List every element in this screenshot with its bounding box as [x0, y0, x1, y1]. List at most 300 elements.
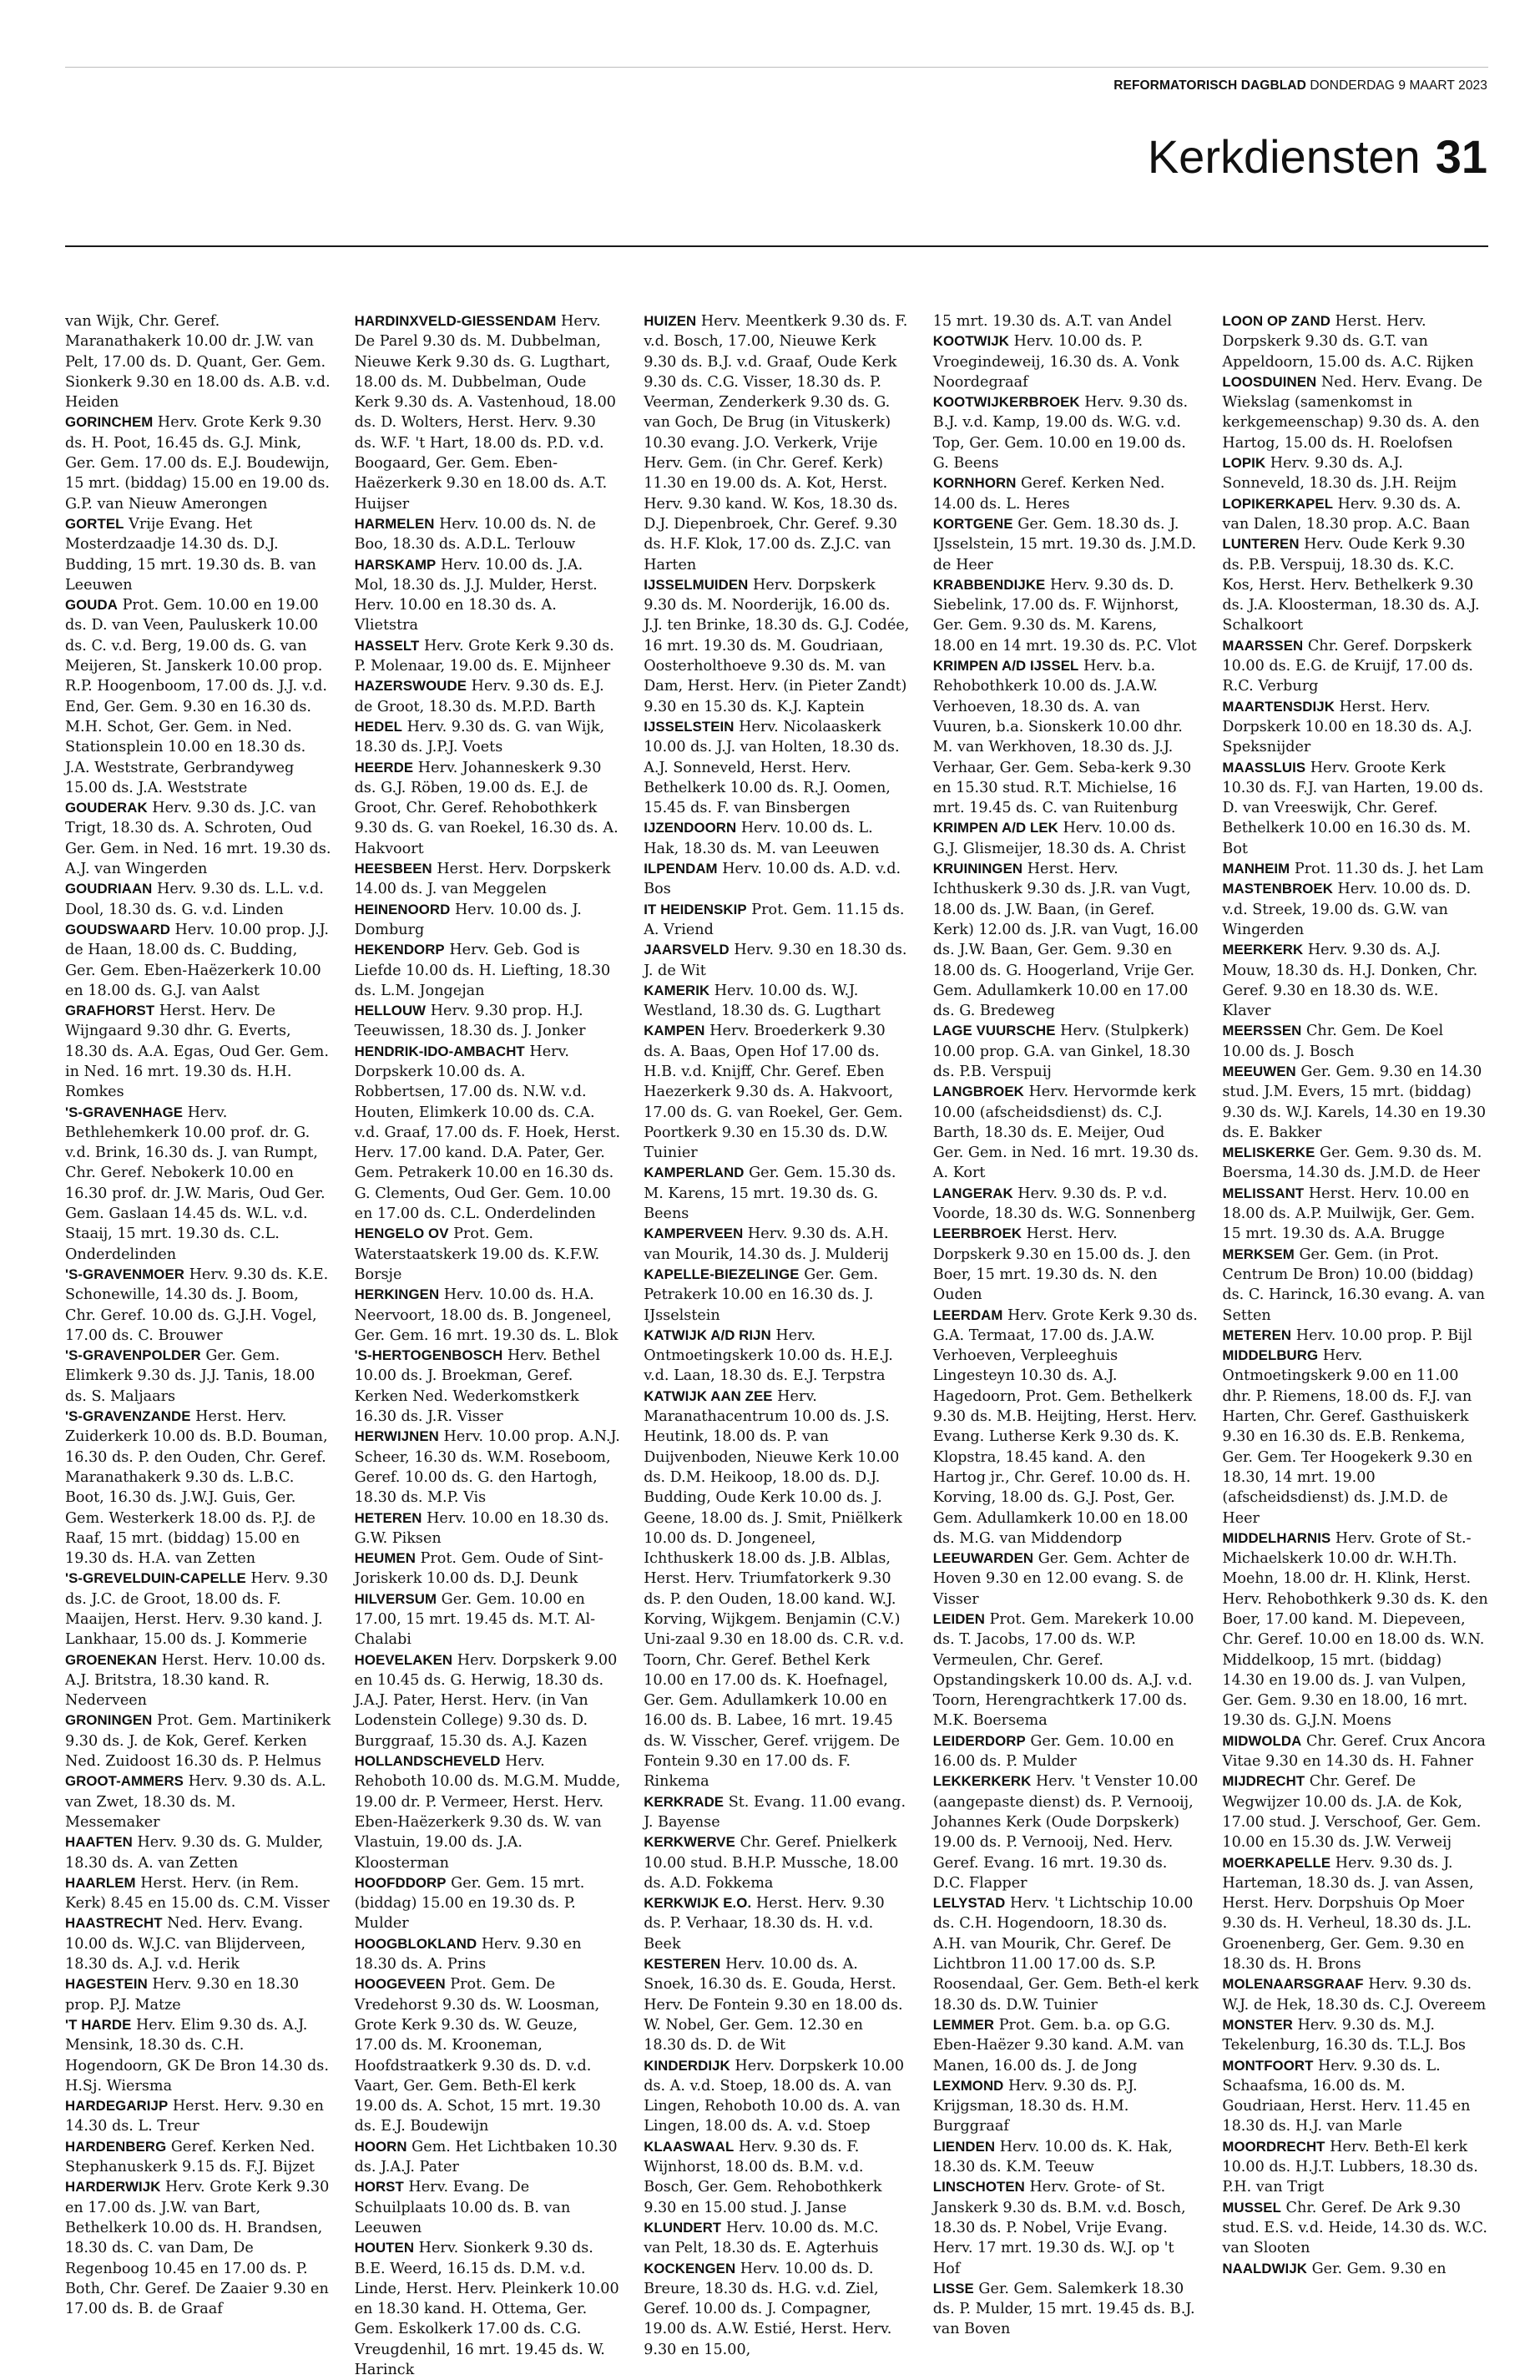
service-details: Herv. 9.30 en 18.30 ds. J. de Wit: [644, 942, 907, 979]
place-name: GRAFHORST: [65, 1003, 155, 1019]
service-entry: [933, 1184, 1199, 1225]
service-details: Ger. Gem. Achter de Hoven 9.30 en 12.00 evang. S. de Visser: [932, 1550, 1190, 1608]
service-details: Herv. b.a. Rehobothkerk 10.00 ds. J.A.W. Verhoeven, 18.30 ds. A. van Vuuren, b.a. Sionskerk 10.00 dhr. M. van Werkhoven, 18.30 ds. J.J. Verhaar, Ger. Gem. Seba-kerk 9.30 en 15.30 stud. R.T. Michielse, 16 mrt. 19.45 ds. C. van Ruitenburg: [932, 658, 1192, 817]
service-details: Herv. Grote Kerk 9.30 en 17.00 ds. J.W. van Bart, Bethelkerk 10.00 ds. H. Brandsen, 18.30 ds. C. van Dam, De Regenboog 10.45 en 17.00 ds. P. Both, Chr. Geref. De Zaaier 9.30 en 17.00 ds. B. de Graaf: [65, 2179, 330, 2318]
service-details: Chr. Geref. Pnielkerk 10.00 stud. B.H.P. Mussche, 18.00 ds. A.D. Fokkema: [644, 1834, 899, 1892]
place-name: GORINCHEM: [65, 414, 154, 431]
service-details: Herv. Geb. God is Liefde 10.00 ds. H. Liefting, 18.30 ds. L.M. Jongejan: [354, 942, 611, 999]
place-name: KAMPEN: [644, 1023, 705, 1039]
service-details: Ned. Herv. Evang. De Wiekslag (samenkomst in kerkgemeenschap) 9.30 ds. A. den Hartog, 15.00 ds. H. Roelofsen: [1222, 373, 1482, 452]
place-name: HERWIJNEN: [354, 1428, 439, 1445]
service-entry: [355, 1650, 621, 1751]
service-entry: [644, 940, 910, 981]
service-details: Herv. 9.30 prop. H.J. Teeuwissen, 18.30 ds. J. Jonker: [354, 1003, 586, 1040]
service-entry: [1222, 2015, 1488, 2056]
service-details: Herv. Grote Kerk 9.30 ds. H. Poot, 16.45 ds. G.J. Mink, Ger. Gem. 17.00 ds. E.J. Boudewijn, 15 mrt. (biddag) 15.00 en 19.00 ds. G.P. van Nieuw Amerongen: [65, 414, 330, 513]
service-details: Herv. (Stulpkerk) 10.00 prop. G.A. van Ginkel, 18.30 ds. P.B. Verspuij: [932, 1023, 1190, 1080]
column-3: [644, 311, 910, 2380]
service-entry: [933, 1021, 1199, 1082]
service-entry: [933, 818, 1199, 859]
service-entry: [65, 412, 331, 513]
place-name: KRUININGEN: [932, 861, 1023, 877]
service-details: Herv. 10.00 ds. G.J. Glismeijer, 18.30 ds. A. Christ: [932, 820, 1186, 857]
service-details: Herv. Sionkerk 9.30 ds. B.E. Weerd, 16.15 ds. D.M. v.d. Linde, Herst. Herv. Pleinkerk 10.00 en 18.30 kand. H. Ottema, Ger. Gem. Eskolkerk 17.00 ds. C.G. Vreugdenhil, 16 mrt. 19.45 ds. W. Harinck: [354, 2240, 619, 2378]
service-entry: [65, 2177, 331, 2319]
place-name: KLAASWAAL: [644, 2138, 735, 2155]
service-entry: [933, 1731, 1199, 1772]
service-entry: [65, 1407, 331, 1569]
service-entry: [644, 2137, 910, 2218]
service-details: Herv. 10.00 ds. K. Hak, 18.30 ds. K.M. Teeuw: [932, 2138, 1173, 2176]
place-name: KOOTWIJKERBROEK: [932, 394, 1080, 411]
place-name: HEKENDORP: [354, 942, 445, 958]
place-name: 'S-GRAVENPOLDER: [65, 1347, 201, 1364]
place-name: MIDWOLDA: [1222, 1732, 1302, 1749]
service-details: Chr. Geref. De Ark 9.30 stud. E.S. v.d. Heide, 14.30 ds. W.C. van Slooten: [1222, 2199, 1487, 2257]
place-name: KINDERDIJK: [644, 2057, 730, 2074]
place-name: MELISSANT: [1222, 1185, 1305, 1201]
place-name: HOOGEVEEN: [354, 1976, 446, 1993]
place-name: LEMMER: [932, 2016, 995, 2033]
service-entry: [1222, 494, 1488, 535]
service-details: Herv. 9.30 ds. A.H. van Mourik, 14.30 ds. J. Mulderij: [644, 1225, 889, 1263]
service-entry: [355, 1873, 621, 1934]
service-details: Herv. Bethel 10.00 ds. J. Broekman, Geref. Kerken Ned. Wederkomstkerk 16.30 ds. J.R. Visser: [354, 1347, 600, 1426]
place-name: LANGERAK: [932, 1185, 1013, 1201]
place-name: MONSTER: [1222, 2016, 1293, 2033]
service-details: Herv. Oude Kerk 9.30 ds. P.B. Verspuij, 18.30 ds. K.C. Kos, Herst. Herv. Bethelkerk 9.30 ds. J.A. Kloosterman, 18.30 ds. A.J. Schalkoort: [1222, 536, 1480, 634]
service-details: Ger. Gem. 10.00 en 16.00 ds. P. Mulder: [932, 1732, 1174, 1771]
service-details: Herst. Herv. Dorpskerk 9.30 ds. G.T. van Appeldoorn, 15.00 ds. A.C. Rijken: [1222, 313, 1474, 371]
service-entry: [355, 2137, 621, 2178]
place-name: IJSSELSTEIN: [644, 718, 735, 735]
service-entry: [355, 717, 621, 758]
service-details: Chr. Geref. Dorpskerk 10.00 ds. E.G. de Kruijf, 17.00 ds. R.C. Verburg: [1222, 637, 1474, 695]
place-name: HARMELEN: [354, 515, 435, 532]
service-details: Herv. 9.30 en 18.30 prop. P.J. Matze: [65, 1976, 300, 2014]
place-name: HELLOUW: [354, 1003, 427, 1019]
service-details: Prot. Gem. Waterstaatskerk 19.00 ds. K.F.W. Borsje: [354, 1225, 600, 1283]
place-name: HENGELO OV: [354, 1225, 449, 1242]
place-name: MOORDRECHT: [1222, 2138, 1325, 2155]
service-entry: [65, 2096, 331, 2137]
service-entry: [1222, 1853, 1488, 1975]
service-details: Herv. 9.30 ds. K.E. Schonewille, 14.30 ds. J. Boom, Chr. Geref. 10.00 ds. G.J.H. Vogel, 17.00 ds. C. Brouwer: [65, 1266, 329, 1344]
service-details: Herst. Herv. Zuiderkerk 10.00 ds. B.D. Bouman, 16.30 ds. P. den Ouden, Chr. Geref. Maranathakerk 9.30 ds. L.B.C. Boot, 16.30 ds. J.W.J. Guis, Ger. Gem. Westerkerk 18.00 ds. P.J. de Raaf, 15 mrt. (biddag) 15.00 en 19.30 ds. H.A. van Zetten: [65, 1408, 328, 1568]
service-details: Herst. Herv. 9.30 ds. P. Verhaar, 18.30 ds. H. v.d. Beek: [644, 1895, 885, 1953]
place-name: IT HEIDENSKIP: [644, 901, 747, 917]
service-entry: [644, 1893, 910, 1954]
service-entry: [933, 311, 1199, 331]
service-details: Chr. Gem. De Koel 10.00 ds. J. Bosch: [1222, 1023, 1444, 1060]
service-entry: [355, 1001, 621, 1042]
service-entry: [65, 1346, 331, 1407]
service-details: Herv. 10.00 ds. A. Snoek, 16.30 ds. E. Gouda, Herst. Herv. De Fontein 9.30 en 18.00 ds. W. Nobel, Ger. Gem. 12.30 en 18.30 ds. D. de Wit: [644, 1956, 903, 2054]
service-entry: [355, 636, 621, 677]
place-name: GORTEL: [65, 515, 124, 532]
service-entry: [644, 1224, 910, 1265]
place-name: HOEVELAKEN: [354, 1651, 453, 1668]
service-entry: [355, 1549, 621, 1589]
place-name: HAZERSWOUDE: [354, 678, 467, 695]
service-entry: [1222, 879, 1488, 940]
place-name: HARDEGARIJP: [65, 2098, 169, 2115]
publication-date: DONDERDAG 9 MAART 2023: [1310, 78, 1487, 93]
service-details: Herv. Dorpskerk 9.00 en 10.45 ds. G. Herwig, 18.30 ds. J.A.J. Pater, Herst. Herv. (in Van Lodenstein College) 9.30 ds. D. Burggraaf, 15.30 ds. A.J. Kazen: [354, 1651, 618, 1750]
title-rule: [65, 245, 1488, 247]
place-name: HARSKAMP: [354, 556, 437, 573]
service-entry: [644, 1832, 910, 1893]
service-details: Herv. Hervormde kerk 10.00 (afscheidsdienst) ds. C.J. Barth, 18.30 ds. E. Meijer, Oud Ger. Gem. in Ned. 16 mrt. 19.30 ds. A. Kort: [932, 1084, 1199, 1182]
service-entry: [65, 595, 331, 798]
place-name: METEREN: [1222, 1326, 1292, 1343]
place-name: MOERKAPELLE: [1222, 1854, 1331, 1871]
service-details: Prot. Gem. 10.00 en 19.00 ds. D. van Veen, Pauluskerk 10.00 ds. C. v.d. Berg, 19.00 ds. G. van Meijeren, St. Janskerk 10.00 prop. R.P. Hoogenboom, 17.00 ds. J.J. v.d. End, Ger. Gem. 9.30 en 16.30 ds. M.H. Schot, Ger. Gem. in Ned. Stationsplein 10.00 en 18.30 ds. J.A. Weststrate, Gerbrandyweg 15.00 ds. J.A. Weststrate: [65, 597, 328, 796]
place-name: HOOFDDORP: [354, 1874, 447, 1891]
service-details: Prot. Gem. b.a. op G.G. Eben-Haëzer 9.30 kand. A.M. van Manen, 16.00 ds. J. de Jong: [932, 2016, 1184, 2074]
service-details: St. Evang. 11.00 evang. J. Bayense: [644, 1793, 906, 1831]
place-name: 'S-GRAVENZANDE: [65, 1408, 191, 1425]
service-entry: [933, 2279, 1199, 2340]
service-entry: [1222, 636, 1488, 697]
place-name: LOOSDUINEN: [1222, 373, 1317, 390]
place-name: HEINENOORD: [354, 901, 451, 917]
place-name: HORST: [354, 2179, 404, 2196]
place-name: LEEUWARDEN: [932, 1550, 1034, 1567]
service-entry: [933, 2076, 1199, 2137]
service-details: Ger. Gem. 10.00 en 17.00, 15 mrt. 19.45 ds. M.T. Al-Chalabi: [354, 1590, 596, 1649]
place-name: HEERDE: [354, 759, 414, 776]
service-details: Prot. Gem. 11.15 ds. A. Vriend: [644, 901, 905, 938]
place-name: LIENDEN: [932, 2138, 996, 2155]
service-details: Herv. 9.30 ds. A.L. van Zwet, 18.30 ds. M. Messemaker: [65, 1773, 326, 1831]
place-name: HOORN: [354, 2138, 407, 2155]
service-entry: [1222, 534, 1488, 635]
place-name: GOUDA: [65, 597, 118, 614]
page-number: 31: [1435, 130, 1487, 183]
service-details: Herv. 9.30 ds. L.L. v.d. Dool, 18.30 ds. G. v.d. Linden: [65, 881, 324, 918]
service-entry: [1222, 1062, 1488, 1143]
service-entry: [1222, 2056, 1488, 2137]
service-details: Herv. Elim 9.30 ds. A.J. Mensink, 18.30 ds. C.H. Hogendoorn, GK De Bron 14.30 ds. H.Sj. Wiersma: [65, 2016, 329, 2095]
place-name: HAARLEM: [65, 1874, 136, 1891]
service-entry: [644, 2056, 910, 2137]
service-entry: [65, 1265, 331, 1346]
service-entry: [933, 656, 1199, 818]
service-details: Herv. Dorpskerk 9.30 ds. M. Noorderijk, 16.00 ds. J.J. ten Brinke, 18.30 ds. G.J. Codée, 16 mrt. 19.30 ds. M. Goudriaan, Oosterholthoeve 9.30 ds. M. van Dam, Herst. Herv. (in Pieter Zandt) 9.30 en 15.30 ds. K.J. Kaptein: [644, 576, 910, 715]
place-name: IJZENDOORN: [644, 820, 737, 836]
service-details: Herv. 9.30 ds. G. van Wijk, 18.30 ds. J.P.J. Voets: [354, 718, 605, 756]
place-name: HUIZEN: [644, 313, 697, 329]
place-name: MEERKERK: [1222, 942, 1304, 958]
service-details: Herv. 9.30 ds. F. Wijnhorst, 18.00 ds. B.M. v.d. Bosch, Ger. Gem. Rehobothkerk 9.30 en 15.00 stud. J. Janse: [644, 2138, 882, 2216]
service-details: Herv. Ontmoetingskerk 10.00 ds. H.E.J. v.d. Laan, 18.30 ds. E.J. Terpstra: [644, 1326, 893, 1385]
service-details: Ger. Gem. 15.30 ds. M. Karens, 15 mrt. 19.30 ds. G. Beens: [644, 1165, 896, 1223]
service-details: Herv. 9.30 ds. A.J. Sonneveld, 18.30 ds. J.H. Reijm: [1222, 455, 1457, 493]
service-details: Prot. Gem. De Vredehorst 9.30 ds. W. Loosman, Grote Kerk 9.30 ds. W. Geuze, 17.00 ds. M. Krooneman, Hoofdstraatkerk 9.30 ds. D. v.d. Vaart, Ger. Gem. Beth-El kerk 19.00 ds. A. Schot, 15 mrt. 19.30 ds. E.J. Boudewijn: [354, 1976, 601, 2135]
service-details: Herst. Herv. Dorpskerk 9.30 en 15.00 ds. J. den Boer, 15 mrt. 19.30 ds. N. den Ouden: [932, 1225, 1191, 1304]
service-details: Geref. Kerken Ned. Stephanuskerk 9.15 ds. F.J. Bijzet: [65, 2138, 316, 2176]
service-entry: [65, 920, 331, 1001]
service-details: Herst. Herv. De Wijngaard 9.30 dhr. G. Everts, 18.30 ds. A.A. Egas, Oud Ger. Gem. in Ned. 16 mrt. 19.30 ds. H.H. Romkes: [65, 1003, 329, 1101]
service-entry: [1222, 1021, 1488, 1062]
service-details: Herv. Grote of St.-Michaelskerk 10.00 dr. W.H.Th. Moehn, 18.00 dr. H. Klink, Herst. Herv. Rehobothkerk 9.30 ds. K. den Boer, 17.00 kand. M. Diepeveen, Chr. Geref. 10.00 en 18.00 ds. W.N. Middelkoop, 15 mrt. (biddag) 14.30 en 19.00 ds. J. van Vulpen, Ger. Gem. 9.30 en 18.00, 16 mrt. 19.30 ds. G.J.N. Moens: [1222, 1529, 1488, 1730]
service-entry: [933, 2015, 1199, 2076]
service-entry: [644, 717, 910, 818]
service-entry: [65, 1873, 331, 1914]
service-entry: [65, 798, 331, 879]
service-entry: [65, 1974, 331, 2015]
service-details: Herv. Grote Kerk 9.30 ds. P. Molenaar, 19.00 ds. E. Mijnheer: [354, 637, 614, 675]
place-name: MASTENBROEK: [1222, 881, 1333, 897]
service-entry: [65, 1832, 331, 1873]
service-details: Herv. 't Venster 10.00 (aangepaste dienst) ds. P. Vernooij, Johannes Kerk (Oude Dorpskerk) 19.00 ds. P. Vernooij, Ned. Herv. Geref. Evang. 16 mrt. 19.30 ds. D.C. Flapper: [932, 1773, 1199, 1892]
place-name: MAARTENSDIJK: [1222, 698, 1335, 715]
service-details: Herv. 10.00 ds. W.J. Westland, 18.30 ds. G. Lugthart: [644, 982, 881, 1020]
place-name: GOUDERAK: [65, 800, 148, 816]
service-entry: [933, 1609, 1199, 1731]
place-name: HILVERSUM: [354, 1590, 437, 1607]
service-details: Prot. Gem. Marekerk 10.00 ds. T. Jacobs, 17.00 ds. W.P. Vermeulen, Chr. Geref. Opstandingskerk 10.00 ds. A.J. v.d. Toorn, Herengrachtkerk 17.00 ds. M.K. Boersema: [932, 1611, 1194, 1730]
service-details: Herv. Beth-El kerk 10.00 ds. H.J.T. Lubbers, 18.30 ds. P.H. van Trigt: [1222, 2138, 1478, 2196]
service-details: Herv. 9.30 ds. A. van Dalen, 18.30 prop. A.C. Baan: [1222, 495, 1471, 533]
service-entry: [1222, 1731, 1488, 1772]
place-name: HOLLANDSCHEVELD: [354, 1753, 501, 1770]
place-name: KAMERIK: [644, 982, 710, 998]
service-entry: [933, 575, 1199, 656]
service-entry: [1222, 372, 1488, 453]
service-entry: [1222, 2198, 1488, 2259]
service-entry: [933, 473, 1199, 514]
service-details: Prot. 11.30 ds. J. het Lam: [1294, 861, 1484, 878]
top-rule: [65, 67, 1488, 68]
service-details: Vrije Evang. Het Mosterdzaadje 14.30 ds. D.J. Budding, 15 mrt. 19.30 ds. B. van Leeuwen: [65, 515, 316, 594]
service-entry: [1222, 1245, 1488, 1326]
place-name: LISSE: [932, 2280, 974, 2297]
service-entry: [65, 1710, 331, 1771]
place-name: LOON OP ZAND: [1222, 313, 1330, 329]
place-name: HARDENBERG: [65, 2138, 167, 2155]
place-name: MIJDRECHT: [1222, 1773, 1305, 1790]
service-details: Ger. Gem. Elimkerk 9.30 ds. J.J. Tanis, 18.00 ds. S. Maljaars: [65, 1347, 316, 1405]
place-name: MAASSLUIS: [1222, 759, 1306, 776]
service-entry: [355, 311, 621, 514]
place-name: MUSSEL: [1222, 2199, 1281, 2216]
service-entry: [65, 1771, 331, 1832]
place-name: GROOT-AMMERS: [65, 1773, 184, 1790]
service-details: Herv. Maranathacentrum 10.00 ds. J.S. Heutink, 18.00 ds. P. van Duijvenboden, Nieuwe Kerk 10.00 ds. D.M. Heikoop, 18.00 ds. D.J. Budding, Oude Kerk 10.00 ds. J. Geene, 18.00 ds. J. Smit, Pniëlkerk 10.00 ds. D. Jongeneel, Ichthuskerk 18.00 ds. J.B. Alblas, Herst. Herv. Triumfatorkerk 9.30 ds. P. den Ouden, 18.00 kand. W.J. Korving, Wijkgem. Benjamin (C.V.) Uni-zaal 9.30 en 18.00 ds. C.R. v.d. Toorn, Chr. Geref. Bethel Kerk 10.00 en 17.00 ds. K. Hoefnagel, Ger. Gem. Adullamkerk 10.00 en 16.00 ds. B. Labee, 16 mrt. 19.45 ds. W. Visscher, Geref. vrijgem. De Fontein 9.30 en 17.00 ds. F. Rinkema: [644, 1387, 905, 1791]
place-name: HAASTRECHT: [65, 1915, 163, 1932]
service-details: Herv. 9.30 ds. P.J. Krijgsman, 18.30 ds. H.M. Burggraaf: [932, 2077, 1138, 2135]
service-entry: [65, 1103, 331, 1265]
place-name: LEIDEN: [932, 1611, 985, 1627]
service-entry: [933, 1082, 1199, 1183]
service-entry: [355, 676, 621, 717]
service-entry: [355, 514, 621, 555]
service-entry: [933, 2137, 1199, 2178]
place-name: HARDINXVELD-GIESSENDAM: [354, 313, 557, 329]
service-details: Herst. Herv. Ichthuskerk 9.30 ds. J.R. van Vugt, 18.00 ds. J.W. Baan, (in Geref. Kerk) 12.00 ds. J.R. van Vugt, 16.00 ds. J.W. Baan, Ger. Gem. 9.30 en 18.00 ds. G. Hoogerland, Vrije Ger. Gem. Adullamkerk 10.00 en 17.00 ds. G. Bredeweg: [932, 861, 1199, 1020]
service-details: Herst. Herv. 10.00 ds. A.J. Britstra, 18.30 kand. R. Nederveen: [65, 1651, 326, 1710]
place-name: KERKRADE: [644, 1793, 725, 1810]
service-entry: [1222, 697, 1488, 758]
service-entry: [644, 575, 910, 717]
place-name: LEERDAM: [932, 1306, 1003, 1323]
place-name: HAAFTEN: [65, 1834, 133, 1851]
place-name: LANGBROEK: [932, 1084, 1024, 1100]
service-entry: [644, 818, 910, 859]
service-details: Herv. 9.30 ds. G. Mulder, 18.30 ds. A. van Zetten: [65, 1834, 324, 1872]
service-details: Herv. 9.30 ds. E.J. de Groot, 18.30 ds. M.P.D. Barth: [354, 678, 604, 715]
service-entry: [933, 514, 1199, 575]
place-name: KORNHORN: [932, 475, 1017, 492]
service-entry: [644, 311, 910, 575]
service-details: Herv. Nicolaaskerk 10.00 ds. J.J. van Holten, 18.30 ds. A.J. Sonneveld, Herst. Herv. Bethelkerk 10.00 ds. R.J. Oomen, 15.45 ds. F. van Binsbergen: [644, 718, 900, 817]
place-name: KERKWIJK E.O.: [644, 1895, 752, 1912]
service-details: Herv. 't Lichtschip 10.00 ds. C.H. Hogendoorn, 18.30 ds. A.H. van Mourik, Chr. Geref. De Lichtbron 11.00 17.00 ds. S.P. Roosendaal, Ger. Gem. Beth-el kerk 18.30 ds. D.W. Tuinier: [932, 1895, 1199, 2014]
section-name: Kerkdiensten: [1147, 130, 1421, 183]
service-entry: [355, 900, 621, 941]
service-details: Prot. Gem. Oude of Sint-Joriskerk 10.00 ds. D.J. Deunk: [354, 1550, 603, 1588]
service-details: Chr. Geref. Crux Ancora Vitae 9.30 en 14.30 ds. H. Fahner: [1222, 1732, 1486, 1771]
place-name: MIDDELBURG: [1222, 1347, 1319, 1364]
service-entry: [65, 514, 331, 595]
service-entry: [1222, 1326, 1488, 1346]
service-details: Herst. Herv. 10.00 en 18.00 ds. A.P. Muilwijk, Ger. Gem. 15 mrt. 19.30 ds. A.A. Brugge: [1222, 1185, 1476, 1243]
service-details: Herv. 9.30 ds. J.C. de Groot, 18.00 ds. F. Maaijen, Herst. Herv. 9.30 kand. J. Lankhaar, 15.00 ds. J. Kommerie: [65, 1570, 328, 1649]
service-entry: [644, 1326, 910, 1387]
place-name: IJSSELMUIDEN: [644, 576, 749, 593]
service-details: Herv. 10.00 prop. P. Bijl: [1295, 1326, 1472, 1344]
place-name: HEUMEN: [354, 1550, 416, 1567]
place-name: 'S-GRAVENHAGE: [65, 1104, 184, 1120]
service-details: Herv. 9.30 ds. L. Schaafsma, 16.00 ds. M. Goudriaan, Herst. Herv. 11.45 en 18.30 ds. H.J. van Marle: [1222, 2057, 1471, 2135]
service-details: Ned. Herv. Evang. 10.00 ds. W.J.C. van Blijderveen, 18.30 ds. A.J. v.d. Herik: [65, 1915, 306, 1973]
place-name: LEIDERDORP: [932, 1732, 1026, 1749]
service-details: Herv. 10.00 ds. D. Breure, 18.30 ds. H.G. v.d. Ziel, Geref. 10.00 ds. J. Compagner, 19.00 ds. A.W. Estié, Herst. Herv. 9.30 en 15.00,: [644, 2260, 892, 2358]
place-name: HEDEL: [354, 718, 402, 735]
place-name: MELISKERKE: [1222, 1145, 1315, 1161]
service-entry: [355, 2238, 621, 2380]
service-details: Herv. 10.00 ds. N. de Boo, 18.30 ds. A.D.L. Terlouw: [354, 515, 596, 553]
place-name: KAPELLE-BIEZELINGE: [644, 1266, 800, 1282]
service-entry: [644, 900, 910, 941]
place-name: HARDERWIJK: [65, 2179, 161, 2196]
service-details: Herv. Rehoboth 10.00 ds. M.G.M. Mudde, 19.00 dr. P. Vermeer, Herst. Herv. Eben-Haëzerkerk 9.30 ds. W. van Vlastuin, 19.00 ds. J.A. Kloosterman: [354, 1753, 621, 1872]
service-entry: [644, 981, 910, 1022]
service-entry: [1222, 1143, 1488, 1184]
place-name: HAGESTEIN: [65, 1976, 148, 1993]
place-name: KESTEREN: [644, 1956, 721, 1973]
place-name: LINSCHOTEN: [932, 2179, 1025, 2196]
service-details: Herv. 9.30 ds. D. Siebelink, 17.00 ds. F. Wijnhorst, Ger. Gem. 9.30 ds. M. Karens, 18.00 en 14 mrt. 19.30 ds. P.C. Vlot: [932, 576, 1197, 654]
service-entry: [65, 1650, 331, 1711]
place-name: JAARSVELD: [644, 942, 730, 958]
service-entry: [1222, 1771, 1488, 1852]
place-name: GOUDRIAAN: [65, 881, 153, 897]
service-entry: [355, 1427, 621, 1508]
service-details: Herv. Grote Kerk 9.30 ds. G.A. Termaat, 17.00 ds. J.A.W. Verhoeven, Verpleeghuis Lingesteyn 10.30 ds. A.J. Hagedoorn, Prot. Gem. Bethelkerk 9.30 ds. M.B. Heijting, Herst. Herv. Evang. Lutherse Kerk 9.30 ds. K. Klopstra, 18.45 kand. A. den Hartog jr., Chr. Geref. 10.00 ds. H. Korving, 18.00 ds. G.J. Post, Ger. Gem. Adullamkerk 10.00 en 18.00 ds. M.G. van Middendorp: [932, 1306, 1198, 1547]
place-name: LOPIK: [1222, 455, 1266, 472]
service-entry: [644, 1163, 910, 1224]
service-details: Herv. Groote Kerk 10.30 ds. F.J. van Harten, 19.00 ds. D. van Vreeswijk, Chr. Geref. Bethelkerk 10.00 en 16.30 ds. M. Bot: [1222, 759, 1484, 857]
place-name: KATWIJK A/D RIJN: [644, 1326, 771, 1343]
service-entry: [933, 1893, 1199, 2015]
service-entry: [644, 1792, 910, 1833]
place-name: MANHEIM: [1222, 861, 1290, 877]
service-details: Herv. Meentkerk 9.30 ds. F. v.d. Bosch, 17.00, Nieuwe Kerk 9.30 ds. B.J. v.d. Graaf, Oude Kerk 9.30 ds. C.G. Visser, 18.30 ds. P. Veerman, Zenderkerk 9.30 ds. G. van Goch, De Brug (in Vituskerk) 10.30 evang. J.O. Verkerk, Vrije Herv. Gem. (in Chr. Geref. Kerk) 11.30 en 19.00 ds. A. Kot, Herst. Herv. 9.30 kand. W. Kos, 18.30 ds. D.J. Diepenbroek, Chr. Geref. 9.30 ds. H.F. Klok, 17.00 ds. Z.J.C. van Harten: [644, 313, 908, 574]
service-entry: [355, 555, 621, 636]
service-entry: [933, 1306, 1199, 1549]
place-name: MIDDELHARNIS: [1222, 1529, 1331, 1546]
service-details: Herv. Evang. De Schuilplaats 10.00 ds. B. van Leeuwen: [354, 2179, 571, 2236]
service-entry: [644, 2218, 910, 2259]
place-name: HENDRIK-IDO-AMBACHT: [354, 1043, 525, 1059]
column-4: [933, 311, 1199, 2380]
service-entry: [355, 1751, 621, 1873]
place-name: KATWIJK AAN ZEE: [644, 1387, 773, 1404]
service-details: Herv. 9.30 ds. M.J. Tekelenburg, 16.30 ds. T.L.J. Bos: [1222, 2016, 1466, 2054]
place-name: HETEREN: [354, 1509, 422, 1526]
place-name: KLUNDERT: [644, 2219, 722, 2236]
service-details: Herv. 9.30 ds. J.C. van Trigt, 18.30 ds. A. Schroten, Oud Ger. Gem. in Ned. 16 mrt. 19.30 ds. A.J. van Wingerden: [65, 800, 331, 878]
column-1: [65, 311, 331, 2380]
service-entry: [933, 1771, 1199, 1893]
service-details: Ger. Gem. 9.30 ds. M. Boersma, 14.30 ds. J.M.D. de Heer: [1222, 1145, 1482, 1182]
service-details: Ger. Gem. Petrakerk 10.00 en 16.30 ds. J. IJsselstein: [644, 1266, 879, 1324]
service-entry: [355, 1346, 621, 1427]
place-name: HOOGBLOKLAND: [354, 1935, 477, 1952]
service-entry: [65, 1001, 331, 1102]
service-entry: [644, 859, 910, 900]
place-name: LOPIKERKAPEL: [1222, 495, 1334, 512]
place-name: MERKSEM: [1222, 1246, 1295, 1262]
service-entry: [933, 859, 1199, 1021]
service-details: Herv. 10.00 prop. J.J. de Haan, 18.00 ds. C. Budding, Ger. Gem. Eben-Haëzerkerk 10.00 en 18.00 ds. G.J. van Aalst: [65, 921, 329, 999]
service-details: Herv. 9.30 ds. B.J. v.d. Kamp, 19.00 ds. W.G. v.d. Top, Ger. Gem. 10.00 en 19.00 ds. G. Beens: [932, 394, 1189, 472]
place-name: MEEUWEN: [1222, 1063, 1296, 1079]
section-heading: [1147, 130, 1487, 183]
service-entry: [933, 1224, 1199, 1305]
service-details: Herst. Herv. (in Rem. Kerk) 8.45 en 15.00 ds. C.M. Visser: [65, 1874, 330, 1913]
service-entry: [65, 1913, 331, 1974]
service-entry: [1222, 453, 1488, 494]
service-details: Herv. 9.30 ds. A.J. Mouw, 18.30 ds. H.J. Donken, Chr. Geref. 9.30 en 18.30 ds. W.E. Klaver: [1222, 942, 1478, 1020]
service-details: Herv. De Parel 9.30 ds. M. Dubbelman, Nieuwe Kerk 9.30 ds. G. Lugthart, 18.00 ds. M. Dubbelman, Oude Kerk 9.30 ds. A. Vastenhoud, 18.00 ds. D. Wolters, Herst. Herv. 9.30 ds. W.F. 't Hart, 18.00 ds. P.D. v.d. Boogaard, Ger. Gem. Eben-Haëzerkerk 9.30 en 18.00 ds. A.T. Huijser: [354, 313, 616, 513]
service-details: Herv. 9.30 en 18.30 ds. A. Prins: [354, 1935, 582, 1973]
place-name: KORTGENE: [932, 515, 1013, 532]
service-entry: [644, 1021, 910, 1163]
place-name: MEERSSEN: [1222, 1023, 1302, 1039]
service-entry: [355, 1974, 621, 2136]
service-entry: [1222, 1346, 1488, 1529]
service-details: Herv. 10.00 ds. L. Hak, 18.30 ds. M. van Leeuwen: [644, 820, 880, 857]
service-entry: [1222, 1184, 1488, 1245]
service-details: Geref. Kerken Ned. 14.00 ds. L. Heres: [932, 475, 1165, 513]
place-name: ILPENDAM: [644, 861, 718, 877]
service-details: Gem. Het Lichtbaken 10.30 ds. J.A.J. Pater: [354, 2138, 618, 2176]
service-entry: [933, 2177, 1199, 2278]
service-entry: [355, 1285, 621, 1346]
service-details: Herv. 10.00 ds. A.D. v.d. Bos: [644, 861, 901, 898]
service-entry: [1222, 2259, 1488, 2279]
service-details: Herv. 10.00 en 18.30 ds. G.W. Piksen: [354, 1509, 609, 1547]
place-name: KAMPERLAND: [644, 1165, 745, 1181]
service-entry: [355, 1508, 621, 1549]
service-details: Herv. 10.00 prop. A.N.J. Scheer, 16.30 ds. W.M. Roseboom, Geref. 10.00 ds. G. den Hartogh, 18.30 ds. M.P. Vis: [354, 1428, 620, 1507]
service-details: 15 mrt. 19.30 ds. A.T. van Andel: [932, 313, 1172, 330]
service-entry: [355, 1934, 621, 1975]
